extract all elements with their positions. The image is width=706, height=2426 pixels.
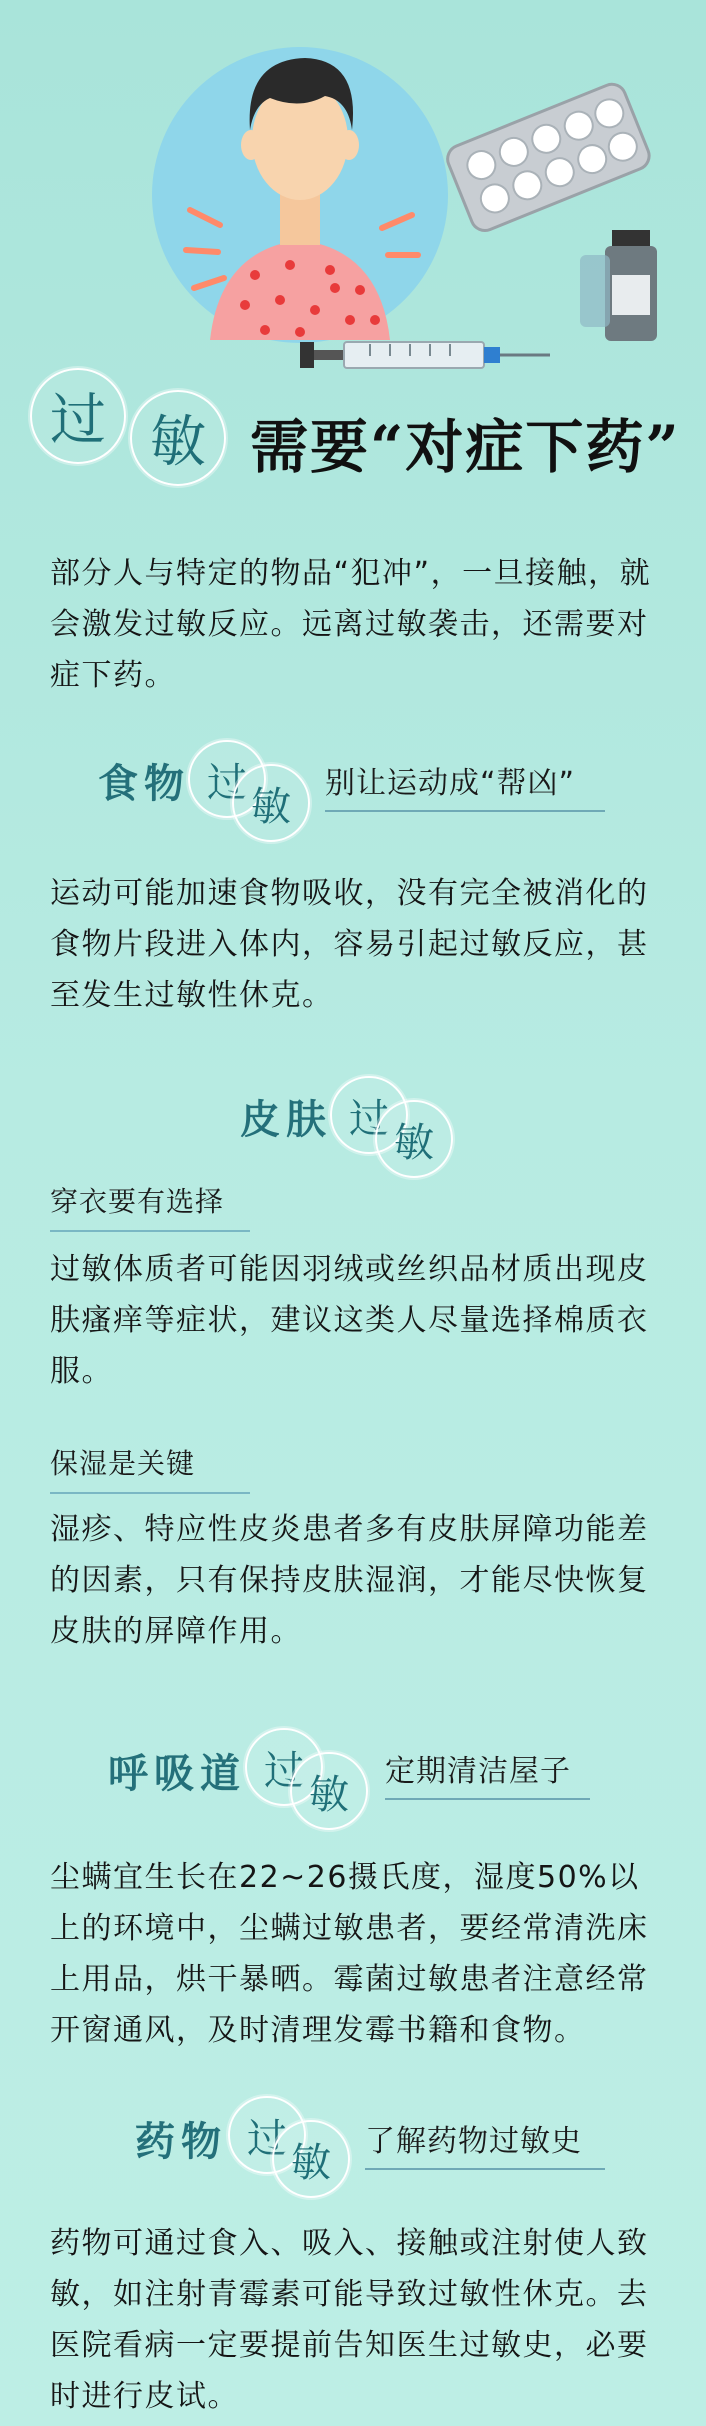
allergy-illustration: [150, 20, 690, 370]
section-respiratory-word-min: 敏: [290, 1752, 368, 1830]
section-respiratory-tagline: 定期清洁屋子: [385, 1746, 590, 1800]
section-food-body: 运动可能加速食物吸收，没有完全被消化的食物片段进入体内，容易引起过敏反应，甚至发生过敏性休克。: [50, 876, 649, 1013]
section-skin-word-guo: 过: [330, 1076, 408, 1154]
skin-sub-body-moisture: 湿疹、特应性皮炎患者多有皮肤屏障功能差的因素，只有保持皮肤湿润，才能尽快恢复皮肤的屏障作用。: [50, 1512, 649, 1649]
pill-blister-icon: [443, 80, 653, 235]
section-drug-tagline: 了解药物过敏史: [365, 2116, 605, 2170]
section-respiratory-heading: 呼吸道: [108, 1750, 246, 1797]
section-food-heading: 食物: [98, 760, 190, 807]
section-food-word-guo: 过: [188, 740, 266, 818]
section-drug-word-guo: 过: [228, 2096, 306, 2174]
skin-sub-body-clothing: 过敏体质者可能因羽绒或丝织品材质出现皮肤瘙痒等症状，建议这类人尽量选择棉质衣服。: [50, 1252, 649, 1389]
section-drug-word-min: 敏: [272, 2120, 350, 2198]
section-respiratory-word-guo: 过: [245, 1728, 323, 1806]
skin-sub-heading-clothing: 穿衣要有选择: [50, 1180, 250, 1232]
section-respiratory-body: 尘螨宜生长在22~26摄氏度，湿度50%以上的环境中，尘螨过敏患者，要经常清洗床上用品，烘干暴晒。霉菌过敏患者注意经常开窗通风，及时清理发霉书籍和食物。: [50, 1860, 649, 2048]
page-title: 需要“对症下药”: [250, 413, 681, 481]
skin-sub-heading-moisture: 保湿是关键: [50, 1442, 250, 1494]
title-word-guo: 过: [30, 368, 126, 464]
section-food-tagline: 别让运动成“帮凶”: [325, 758, 605, 812]
syringe-icon: [300, 342, 550, 368]
section-skin-heading: 皮肤: [240, 1096, 332, 1143]
medicine-bottle-icon: [580, 230, 657, 341]
section-drug-heading: 药物: [135, 2118, 227, 2165]
title-word-min: 敏: [130, 390, 226, 486]
section-food-word-min: 敏: [232, 764, 310, 842]
intro-text: 部分人与特定的物品“犯冲”，一旦接触，就会激发过敏反应。远离过敏袭击，还需要对症下药。: [50, 556, 652, 693]
section-skin-word-min: 敏: [375, 1100, 453, 1178]
section-drug-body: 药物可通过食入、吸入、接触或注射使人致敏，如注射青霉素可能导致过敏性休克。去医院看病一定要提前告知医生过敏史，必要时进行皮试。: [50, 2226, 649, 2414]
